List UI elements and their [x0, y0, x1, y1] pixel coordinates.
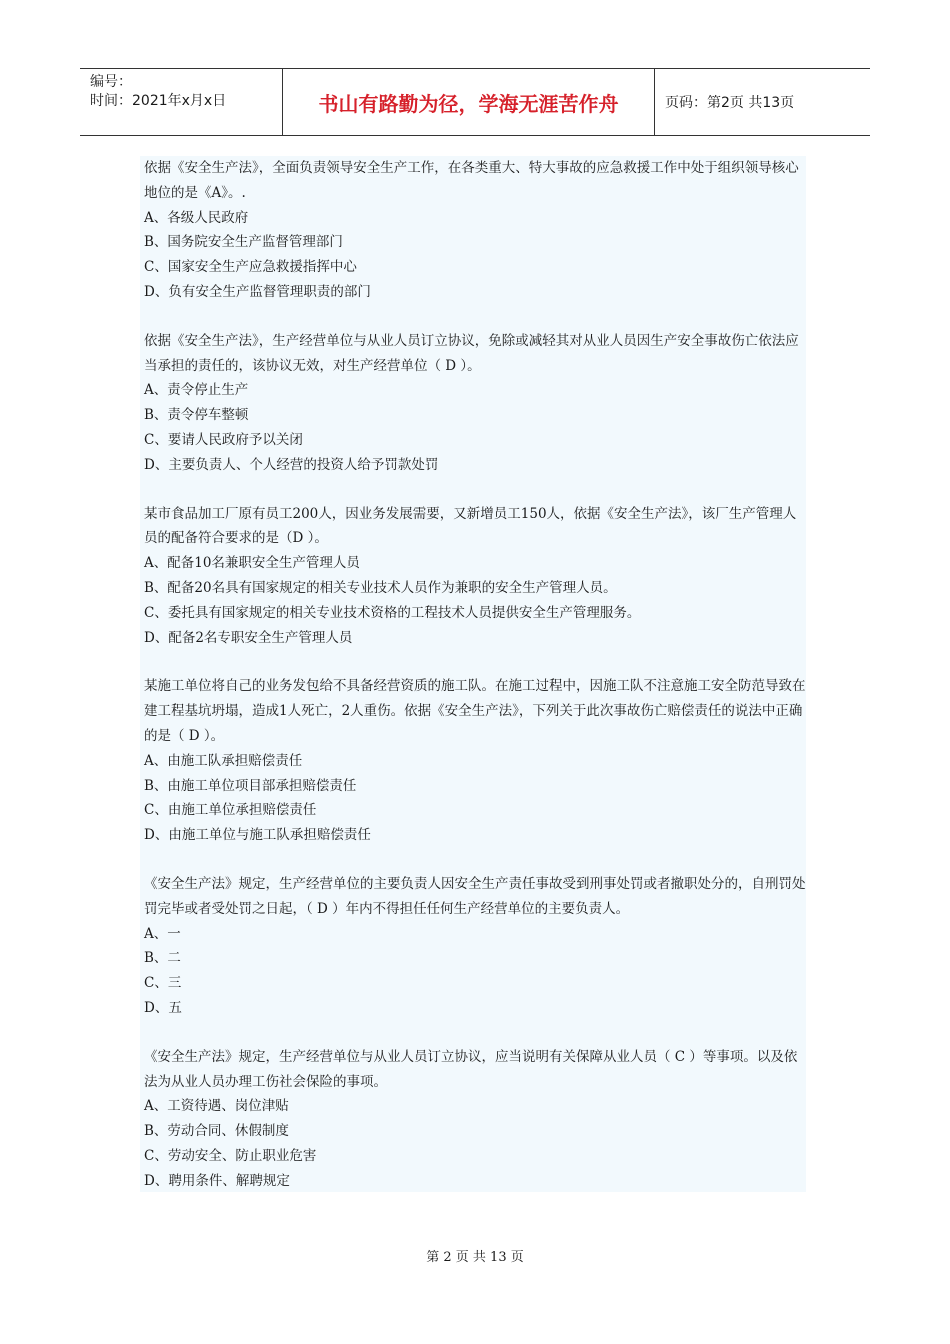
option-d: D、主要负责人、个人经营的投资人给予罚款处罚 [144, 456, 439, 473]
option-a: A、责令停止生产 [144, 382, 249, 399]
option-b: B、劳动合同、休假制度 [144, 1123, 289, 1140]
question-stem: 《安全生产法》规定，生产经营单位与从业人员订立协议，应当说明有关保障从业人员（ C ）等事项。以及依法为从业人员办理工伤社会保险的事项。 [144, 1048, 798, 1090]
option-c: C、国家安全生产应急救援指挥中心 [144, 259, 357, 276]
option-c: C、三 [144, 975, 182, 992]
option-d: D、五 [144, 999, 182, 1016]
question-3 [144, 502, 806, 651]
page-footer: 第 2 页 共 13 页 [426, 1250, 524, 1265]
header-motto: 书山有路勤为径，学海无涯苦作舟 [282, 69, 655, 135]
question-stem: 某施工单位将自己的业务发包给不具备经营资质的施工队。在施工过程中，因施工队不注意施工安全防范导致在建工程基坑坍塌，造成1人死亡，2人重伤。依据《安全生产法》，下列关于此次事故伤亡赔偿责任的说法中正确的是（ D ）。 [144, 678, 806, 744]
option-b: B、二 [144, 950, 181, 967]
document-number: 编号： [90, 74, 132, 90]
option-c: C、劳动安全、防止职业危害 [144, 1147, 317, 1164]
document-date: 时间：2021年x月x日 [90, 93, 227, 109]
question-1 [144, 156, 806, 305]
option-a: A、一 [144, 925, 181, 942]
question-6 [144, 1045, 806, 1194]
question-2 [144, 329, 806, 478]
option-d: D、配备2名专职安全生产管理人员 [144, 629, 353, 646]
option-a: A、工资待遇、岗位津贴 [144, 1098, 289, 1115]
option-a: A、各级人民政府 [144, 209, 249, 226]
question-stem: 《安全生产法》规定，生产经营单位的主要负责人因安全生产责任事故受到刑事处罚或者撤职处分的，自刑罚处罚完毕或者受处罚之日起，（ D ）年内不得担任任何生产经营单位的主要负责人。 [144, 875, 806, 917]
question-4 [144, 674, 806, 848]
question-stem: 依据《安全生产法》，生产经营单位与从业人员订立协议，免除或减轻其对从业人员因生产安全事故伤亡依法应当承担的责任的，该协议无效，对生产经营单位（ D ）。 [144, 332, 799, 374]
page-header [80, 68, 870, 136]
header-info [80, 69, 282, 135]
question-stem: 某市食品加工厂原有员工200人，因业务发展需要，又新增员工150人，依据《安全生产法》，该厂生产管理人员的配备符合要求的是（D ）。 [144, 505, 797, 547]
question-stem: 依据《安全生产法》，全面负责领导安全生产工作，在各类重大、特大事故的应急救援工作中处于组织领导核心地位的是《A》。. [144, 160, 799, 201]
option-c: C、要请人民政府予以关闭 [144, 431, 303, 448]
option-c: C、由施工单位承担赔偿责任 [144, 802, 317, 819]
option-d: D、负有安全生产监督管理职责的部门 [144, 283, 371, 300]
option-b: B、由施工单位项目部承担赔偿责任 [144, 777, 357, 794]
option-b: B、国务院安全生产监督管理部门 [144, 234, 343, 251]
option-b: B、责令停车整顿 [144, 407, 249, 424]
option-d: D、由施工单位与施工队承担赔偿责任 [144, 827, 371, 844]
question-5 [144, 872, 806, 1021]
option-d: D、聘用条件、解聘规定 [144, 1172, 290, 1189]
question-content [140, 156, 806, 1192]
header-page-number: 页码：第2页 共13页 [665, 95, 795, 111]
option-a: A、由施工队承担赔偿责任 [144, 752, 303, 769]
option-a: A、配备10名兼职安全生产管理人员 [144, 555, 360, 572]
option-b: B、配备20名具有国家规定的相关专业技术人员作为兼职的安全生产管理人员。 [144, 579, 617, 596]
option-c: C、委托具有国家规定的相关专业技术资格的工程技术人员提供安全生产管理服务。 [144, 604, 641, 621]
